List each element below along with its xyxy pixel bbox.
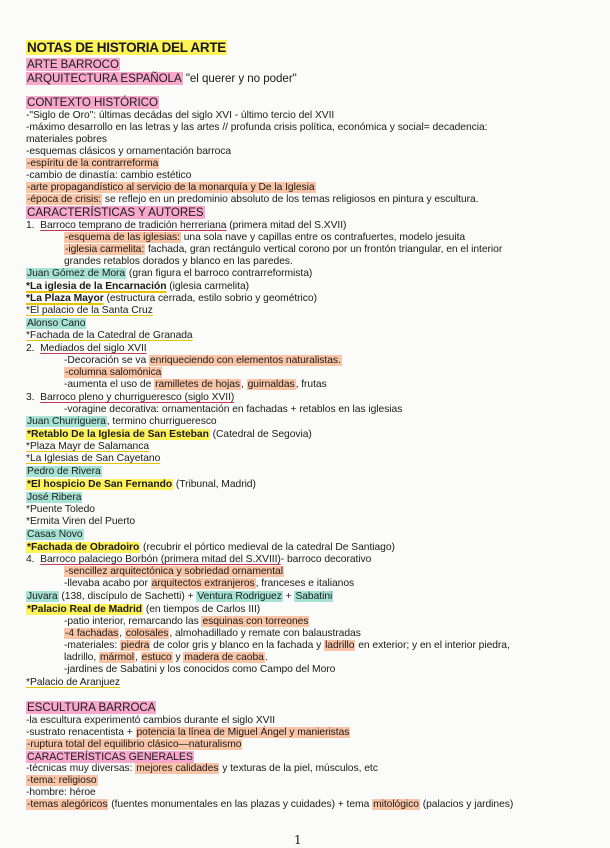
subsection1-text: ARQUITECTURA ESPAÑOLA (27, 72, 182, 85)
author-7-n4: Sabatini (295, 591, 333, 602)
point-1-title: Barroco temprano de tradición herreriana (40, 220, 227, 231)
point-2-line-2 (64, 367, 162, 379)
esc-line-5 (26, 775, 98, 787)
palacio-line-5: -jardines de Sabatini y los conocidos como Campo del Moro (64, 664, 336, 675)
p5-l3b: piedra (121, 640, 150, 651)
work-obradoiro (26, 542, 395, 554)
esc-l4a: -técnicas muy diversas: (26, 763, 136, 774)
point-1-rest: (primera mitad del S.XVII) (226, 220, 347, 231)
palacio-line-3 (64, 640, 510, 652)
section-heading-arte-barroco (26, 58, 120, 71)
point-1-line-3: grandes retablos dorados y blanco en las paredes. (64, 256, 293, 267)
esc-l2a: -sustrato renacentista + (26, 727, 136, 738)
p4-l1: -sencillez arquitectónica y sobriedad ornamental (65, 566, 283, 577)
p5-l3a: -materiales: (64, 640, 120, 651)
author-pedro-de-rivera (26, 466, 102, 478)
point-4-title: Barroco palaciego Borbón (primera mitad del S.XVIII) (40, 554, 281, 565)
p2-l3d: guirnaldas (247, 379, 295, 390)
escultura-heading (26, 701, 156, 714)
work-6-title: *Plaza Mayr de Salamanca (26, 441, 149, 452)
point-3 (26, 392, 234, 404)
p5-l4e: y (172, 652, 184, 663)
ctx-line-8-label: -época de crisis: (27, 194, 102, 205)
work-catedral-granada (26, 330, 193, 342)
point-2-line-3 (64, 379, 327, 391)
esc-line-4 (26, 763, 378, 775)
p5-l3e: en exterior; y en el interior piedra, (355, 640, 510, 651)
work-9-rest: (recubrir el pórtico medieval de la catedral De Santiago) (140, 542, 395, 553)
author-alonso-cano (26, 318, 86, 330)
work-9-title: *Fachada de Obradoiro (27, 542, 140, 553)
esc-line-6: -hombre: héroe (26, 787, 96, 798)
ctx-line-1: -"Siglo de Oro": últimas decádas del siglo XVI - último tercio del XVII (26, 110, 335, 121)
page-number: 1 (294, 833, 302, 847)
author-1-note: (gran figura el barroco contrarreformista) (126, 268, 313, 279)
p2-l1a: -Decoración se va (64, 355, 149, 366)
ctx-line-6: -cambio de dinastía: cambio estético (26, 170, 192, 181)
work-plaza-mayor (26, 293, 317, 305)
author-1-name: Juan Gómez de Mora (27, 268, 126, 279)
point-2-title: Mediados del siglo XVII (40, 343, 147, 354)
p5-l4g: . (264, 652, 268, 663)
p1-l2a: -iglesia carmelita: (65, 244, 145, 255)
p5-l3d: ladrillo (325, 640, 355, 651)
esc-line-7 (26, 799, 513, 811)
p4-l2b: arquitectos extranjeros (151, 578, 255, 589)
work-2-rest: (estructura cerrada, estilo sobrio y geométrico) (103, 293, 317, 304)
point-2 (26, 343, 147, 355)
contexto-heading-text: CONTEXTO HISTÓRICO (27, 96, 158, 109)
palacio-line-2 (64, 628, 361, 640)
work-10-rest: (en tiempos de Carlos III) (143, 604, 261, 615)
author-6-name: Casas Novo (27, 529, 83, 540)
work-santa-cruz (26, 305, 153, 317)
work-3-title: *El palacio de la Santa Cruz (26, 305, 153, 316)
work-puente-toledo: *Puente Toledo (26, 504, 95, 515)
author-churriguera (26, 416, 217, 428)
point-4-line-2 (64, 578, 354, 590)
palacio-line-4 (64, 652, 268, 664)
point-1-line-2 (64, 244, 502, 256)
ctx-line-7 (26, 182, 316, 194)
point-3-title: Barroco pleno y churrigueresco (siglo XVII) (40, 392, 235, 403)
work-5-title: *Retablo De la Iglesia de San Esteban (27, 429, 209, 440)
author-casas-novo (26, 529, 84, 541)
ctx-line-8 (26, 194, 479, 206)
ctx-line-7-text: -arte propagandístico al servicio de la monarquía y De la Iglesia (27, 182, 315, 193)
author-5-name: José Ribera (27, 492, 82, 503)
work-7-title: *La Iglesias de San Cayetano (26, 453, 161, 464)
work-4-title: *Fachada de la Catedral de Granada (26, 330, 193, 341)
p2-l2: -columna salomónica (65, 367, 162, 378)
author-7-name: Juvara (27, 591, 58, 602)
point-4-num: 4. (26, 554, 35, 565)
escultura-heading-text: ESCULTURA BARROCA (27, 701, 156, 714)
point-4-rest: - barroco decorativo (280, 554, 372, 565)
point-3-num: 3. (26, 392, 35, 403)
esc-l4c: y texturas de la piel, músculos, etc (219, 763, 378, 774)
author-3-note: , termino churrigueresco (106, 416, 217, 427)
esc-line-2 (26, 727, 350, 739)
p2-l3a: -aumenta el uso de (64, 379, 155, 390)
point-2-num: 2. (26, 343, 35, 354)
work-plaza-salamanca (26, 441, 149, 453)
p2-l3b: ramilletes de hojas (155, 379, 240, 390)
ctx-line-3: materiales pobres (26, 134, 107, 145)
p1-l2b: fachada, gran rectángulo vertical corono por un frontón triangular, en el interior (145, 244, 503, 255)
esc-caract-heading-text: CARACTERÍSTICAS GENERALES (27, 751, 193, 763)
point-1 (26, 220, 346, 232)
work-encarnacion (26, 281, 249, 293)
subsection1-note: "el querer y no poder" (185, 72, 297, 85)
author-gomez-de-mora (26, 268, 312, 280)
work-2-title: *La Plaza Mayor (26, 293, 104, 304)
work-san-esteban (26, 429, 312, 441)
work-ermita: *Ermita Viren del Puerto (26, 516, 136, 527)
esc-l7c: mitológico (373, 799, 419, 810)
p5-l4d: estuco (141, 652, 172, 663)
work-1-rest: (iglesia carmelita) (166, 281, 250, 292)
esc-line-3 (26, 739, 242, 751)
p2-l1b: enriqueciendo con elementos naturalistas. (149, 355, 341, 366)
p1-l1b: una sola nave y capillas entre os contrafuertes, modelo jesuita (180, 232, 466, 243)
caracteristicas-heading (26, 206, 205, 219)
point-1-line-1 (64, 232, 465, 244)
p5-l2a: -4 fachadas (65, 628, 119, 639)
esc-line-1: -la escultura experimentó cambios durante el siglo XVII (26, 715, 276, 726)
p5-l2c: colosales (125, 628, 169, 639)
p5-l1a: -patio interior, remarcando las (64, 616, 202, 627)
title-text: NOTAS DE HISTORIA DEL ARTE (27, 40, 226, 55)
palacio-line-1 (64, 616, 309, 628)
section1-text: ARTE BARROCO (27, 58, 119, 71)
author-7-n3: + (282, 591, 295, 602)
work-11-title: *Palacio de Aranjuez (26, 677, 121, 688)
caracteristicas-heading-text: CARACTERÍSTICAS Y AUTORES (27, 206, 204, 219)
p5-l4b: mármol (99, 652, 135, 663)
p5-l4a: ladrillo, (64, 652, 99, 663)
p5-l1b: esquinas con torreones (202, 616, 309, 627)
esc-l7b: (fuentes monumentales en las plazas y cuidades) + tema (108, 799, 373, 810)
p4-l2a: -llevaba acabo por (64, 578, 151, 589)
work-10-title: *Palacio Real de Madrid (27, 604, 143, 615)
esc-l7d: (palacios y jardines) (419, 799, 514, 810)
author-4-name: Pedro de Rivera (27, 466, 101, 477)
ctx-line-5-text: -espíritu de la contrarreforma (27, 158, 159, 169)
esc-l7a: -temas alegóricos (27, 799, 108, 810)
ctx-line-2: -máximo desarrollo en las letras y las artes // profunda crisis política, económica y social= decadencia: (26, 122, 488, 133)
point-4-line-1 (64, 566, 284, 578)
ctx-line-8-text: se reflejo en un predominio absoluto de los temas religiosos en pintura y escultura. (102, 194, 479, 205)
esc-l5a: -tema: religioso (27, 775, 97, 786)
author-2-name: Alonso Cano (27, 318, 86, 329)
work-1-title: *La iglesia de la Encarnación (26, 281, 167, 292)
author-juvara (26, 591, 333, 603)
point-4 (26, 554, 371, 566)
work-5-rest: (Catedral de Segovia) (209, 429, 312, 440)
p5-l4c: , (135, 652, 141, 663)
ctx-line-4: -esquemas clásicos y ornamentación barroca (26, 146, 232, 157)
work-8-rest: (Tribunal, Madrid) (173, 479, 256, 490)
author-3-name: Juan Churriguera (27, 416, 106, 427)
ctx-line-5 (26, 158, 159, 170)
esc-l4b: mejores calidades (136, 763, 219, 774)
work-hospicio (26, 479, 256, 491)
p5-l2b: , (119, 628, 125, 639)
author-7-note: (138, discípulo de Sachetti) + (58, 591, 197, 602)
p5-l2d: , almohadillado y remate con balaustradas (169, 628, 361, 639)
point-2-line-1 (64, 355, 342, 367)
point-3-line-1: -voragine decorativa: ornamentación en fachadas + retablos en las iglesias (64, 404, 403, 415)
author-jose-ribera (26, 492, 82, 504)
p4-l2c: , franceses e italianos (255, 578, 355, 589)
work-aranjuez (26, 677, 120, 689)
author-7-n2: Ventura Rodriguez (197, 591, 282, 602)
contexto-heading (26, 96, 159, 109)
esc-l3: -ruptura total del equilibrio clásico—naturalismo (27, 739, 242, 750)
work-8-title: *El hospicio De San Fernando (27, 479, 173, 490)
p2-l3c: , (240, 379, 247, 390)
subsection-heading-arquitectura (26, 72, 297, 85)
p1-l1a: -esquema de las iglesias: (65, 232, 180, 243)
point-1-num: 1. (26, 220, 35, 231)
p5-l4f: madera de caoba (184, 652, 264, 663)
work-san-cayetano (26, 453, 160, 465)
esc-l2b: potencia la línea de Miguel Ángel y manieristas (136, 727, 350, 738)
p2-l3e: , frutas (295, 379, 327, 390)
p5-l3c: de color gris y blanco en la fachada y (150, 640, 325, 651)
work-palacio-real (26, 604, 260, 616)
doc-title (26, 40, 227, 55)
